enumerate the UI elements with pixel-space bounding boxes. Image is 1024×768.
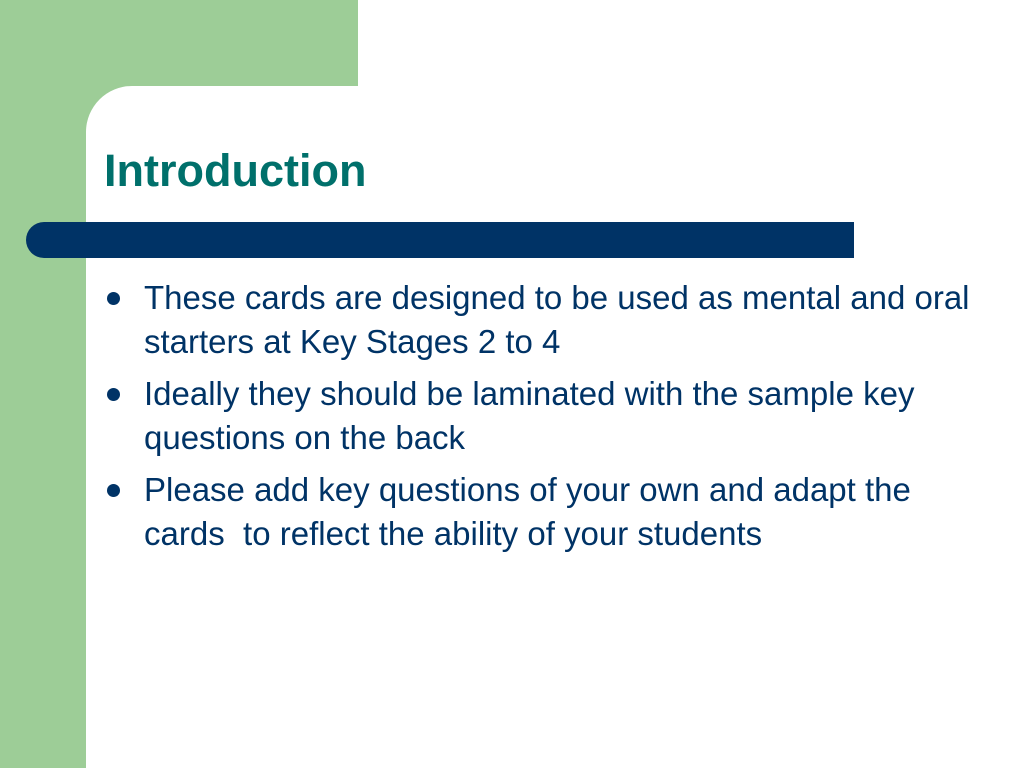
bullet-item — [104, 468, 984, 556]
bullet-text: Please add key questions of your own and adapt the cards to reflect the ability of your students — [144, 471, 921, 552]
bullet-dot-icon — [107, 388, 120, 401]
slide-title: Introduction — [104, 145, 367, 196]
bullet-dot-icon — [107, 484, 120, 497]
bullet-text: These cards are designed to be used as mental and oral starters at Key Stages 2 to 4 — [144, 279, 979, 360]
bullet-item — [104, 276, 984, 364]
title-divider-bar — [26, 222, 854, 258]
bullet-dot-icon — [107, 292, 120, 305]
bullet-text: Ideally they should be laminated with the sample key questions on the back — [144, 375, 924, 456]
bullet-item — [104, 372, 984, 460]
bullet-list — [104, 276, 984, 564]
